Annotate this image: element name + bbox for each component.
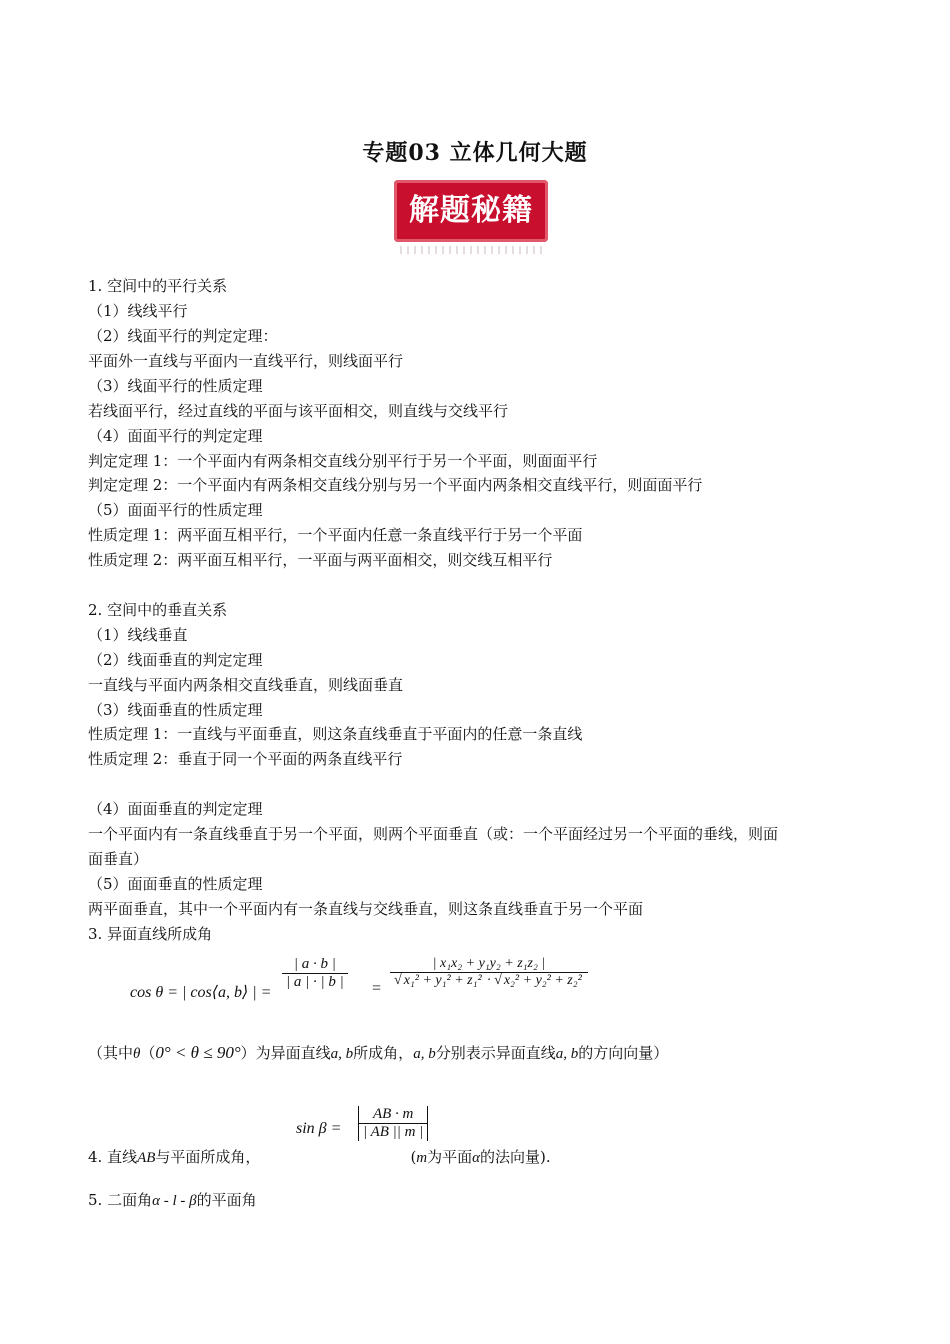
text-line: 面垂直） bbox=[88, 850, 149, 868]
fraction-vectors bbox=[282, 956, 348, 991]
section-1-heading: 1. 空间中的平行关系 bbox=[88, 277, 228, 295]
text-line: （2）线面垂直的判定定理 bbox=[88, 651, 263, 669]
angle-formula bbox=[130, 952, 630, 1022]
fraction-numerator: AB · m bbox=[359, 1106, 427, 1124]
item-4: 4. 直线AB与平面所成角， (m为平面α的法向量). bbox=[88, 1148, 551, 1166]
equals-sign: = bbox=[372, 980, 382, 997]
text-line: （4）面面平行的判定定理 bbox=[88, 427, 263, 445]
text-line: 性质定理 1：两平面互相平行，一个平面内任意一条直线平行于另一个平面 bbox=[88, 526, 583, 544]
text-line: 一个平面内有一条直线垂直于另一个平面，则两个平面垂直（或：一个平面经过另一个平面的垂线，则面 bbox=[88, 825, 779, 843]
text-line: （5）面面垂直的性质定理 bbox=[88, 875, 263, 893]
text-line: （1）线线垂直 bbox=[88, 626, 188, 644]
fraction-coordinates bbox=[390, 956, 588, 989]
text-line: 一直线与平面内两条相交直线垂直，则线面垂直 bbox=[88, 676, 404, 694]
text-line: （1）线线平行 bbox=[88, 302, 188, 320]
section-3-heading: 3. 异面直线所成角 bbox=[88, 925, 213, 943]
text-line: 若线面平行，经过直线的平面与该平面相交，则直线与交线平行 bbox=[88, 402, 509, 420]
stamp-badge bbox=[394, 180, 548, 242]
sine-fraction bbox=[358, 1106, 428, 1141]
sine-lhs: sin β = bbox=[296, 1120, 342, 1137]
formula-lhs: cos θ = | cos⟨a, b⟩ | = bbox=[130, 984, 272, 1001]
text-line: 性质定理 1：一直线与平面垂直，则这条直线垂直于平面内的任意一条直线 bbox=[88, 725, 583, 743]
text-line: 平面外一直线与平面内一直线平行，则线面平行 bbox=[88, 352, 404, 370]
item-5: 5. 二面角α - l - β的平面角 bbox=[88, 1191, 257, 1209]
text-line: （3）线面平行的性质定理 bbox=[88, 377, 263, 395]
page-title: 专题03 立体几何大题 bbox=[362, 140, 588, 166]
fraction-denominator: √ x₁² + y₁² + z₁² · √ x₂² + y₂² + z₂² bbox=[394, 973, 582, 988]
text-line: （2）线面平行的判定定理： bbox=[88, 327, 278, 345]
text-line: 性质定理 2：垂直于同一个平面的两条直线平行 bbox=[88, 750, 403, 768]
text-line: 两平面垂直，其中一个平面内有一条直线与交线垂直，则这条直线垂直于另一个平面 bbox=[88, 900, 644, 918]
text-line: （3）线面垂直的性质定理 bbox=[88, 701, 263, 719]
text-line: （4）面面垂直的判定定理 bbox=[88, 800, 263, 818]
text-line: 判定定理 1：一个平面内有两条相交直线分别平行于另一个平面，则面面平行 bbox=[88, 452, 598, 470]
text-line: 性质定理 2：两平面互相平行，一平面与两平面相交，则交线互相平行 bbox=[88, 551, 553, 569]
text-line: 判定定理 2：一个平面内有两条相交直线分别与另一个平面内两条相交直线平行，则面面平行 bbox=[88, 476, 703, 494]
stamp-text: 解题秘籍 bbox=[409, 193, 533, 228]
fraction-numerator: | a · b | bbox=[282, 956, 348, 974]
fraction-denominator: | AB || m | bbox=[363, 1124, 424, 1140]
formula-note: （其中θ（0° < θ ≤ 90°）为异面直线a, b所成角，a, b分别表示异面直线a, b的方向向量） bbox=[88, 1043, 669, 1062]
section-2-heading: 2. 空间中的垂直关系 bbox=[88, 601, 228, 619]
text-line: （5）面面平行的性质定理 bbox=[88, 501, 263, 519]
fraction-denominator: | a | · | b | bbox=[286, 974, 344, 990]
fraction-numerator: | x₁x₂ + y₁y₂ + z₁z₂ | bbox=[390, 956, 588, 973]
